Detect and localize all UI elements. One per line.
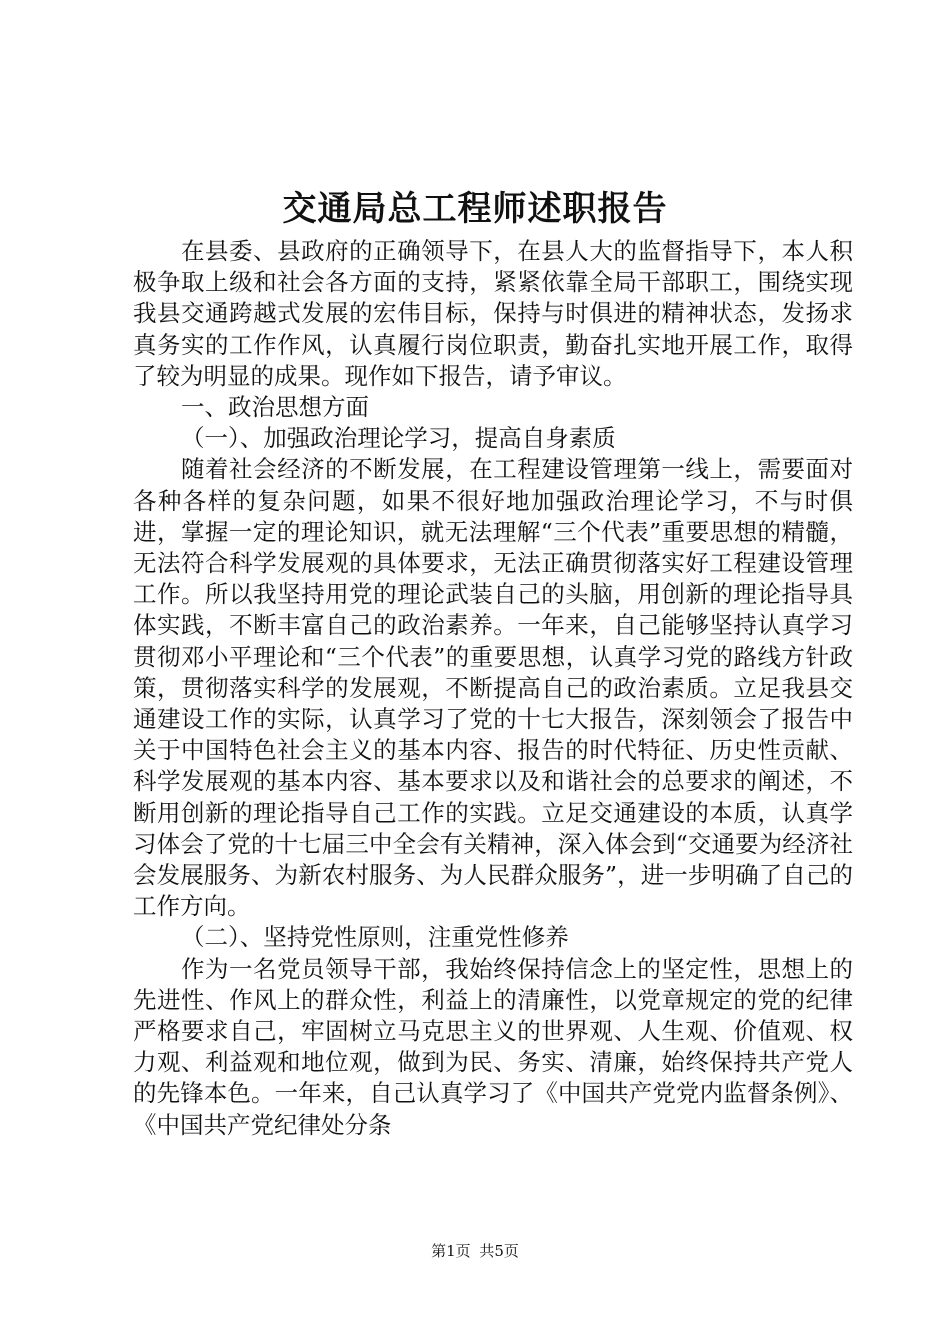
section-heading: 一、政治思想方面 (181, 393, 369, 422)
page-footer (0, 1241, 950, 1261)
paragraph-intro: 在县委、县政府的正确领导下，在县人大的监督指导下，本人积极争取上级和社会各方面的支持，紧紧依靠全局干部职工，围绕实现我县交通跨越式发展的宏伟目标，保持与时俱进的精神状态，发扬求真务实的工作作风，认真履行岗位职责，勤奋扎实地开展工作，取得了较为明显的成果。现作如下报告，请予审议。 (133, 237, 853, 390)
page-number: 第1页 (431, 1242, 471, 1260)
subsection-heading: （二）、坚持党性原则，注重党性修养 (181, 923, 569, 952)
page-total: 共5页 (479, 1242, 519, 1260)
document-body (133, 236, 853, 1141)
paragraph: 随着社会经济的不断发展，在工程建设管理第一线上，需要面对各种各样的复杂问题，如果不很好地加强政治理论学习，不与时俱进，掌握一定的理论知识，就无法理解“三个代表”重要思想的精髓，无法符合科学发展观的具体要求，无法正确贯彻落实好工程建设管理工作。所以我坚持用党的理论武装自己的头脑，用创新的理论指导具体实践，不断丰富自己的政治素养。一年来，自己能够坚持认真学习贯彻邓小平理论和“三个代表”的重要思想，认真学习党的路线方针政策，贯彻落实科学的发展观，不断提高自己的政治素质。立足我县交通建设工作的实际，认真学习了党的十七大报告，深刻领会了报告中关于中国特色社会主义的基本内容、报告的时代特征、历史性贡献、科学发展观的基本内容、基本要求以及和谐社会的总要求的阐述，不断用创新的理论指导自己工作的实践。立足交通建设的本质，认真学习体会了党的十七届三中全会有关精神，深入体会到“交通要为经济社会发展服务、为新农村服务、为人民群众服务”，进一步明确了自己的工作方向。 (133, 455, 853, 921)
subsection-heading: （一）、加强政治理论学习，提高自身素质 (181, 424, 616, 453)
paragraph: 作为一名党员领导干部，我始终保持信念上的坚定性，思想上的先进性、作风上的群众性，利益上的清廉性，以党章规定的党的纪律严格要求自己，牢固树立马克思主义的世界观、人生观、价值观、权力观、利益观和地位观，做到为民、务实、清廉，始终保持共产党人的先锋本色。一年来，自己认真学习了《中国共产党党内监督条例》、《中国共产党纪律处分条 (133, 954, 853, 1139)
document-title: 交通局总工程师述职报告 (282, 189, 668, 229)
